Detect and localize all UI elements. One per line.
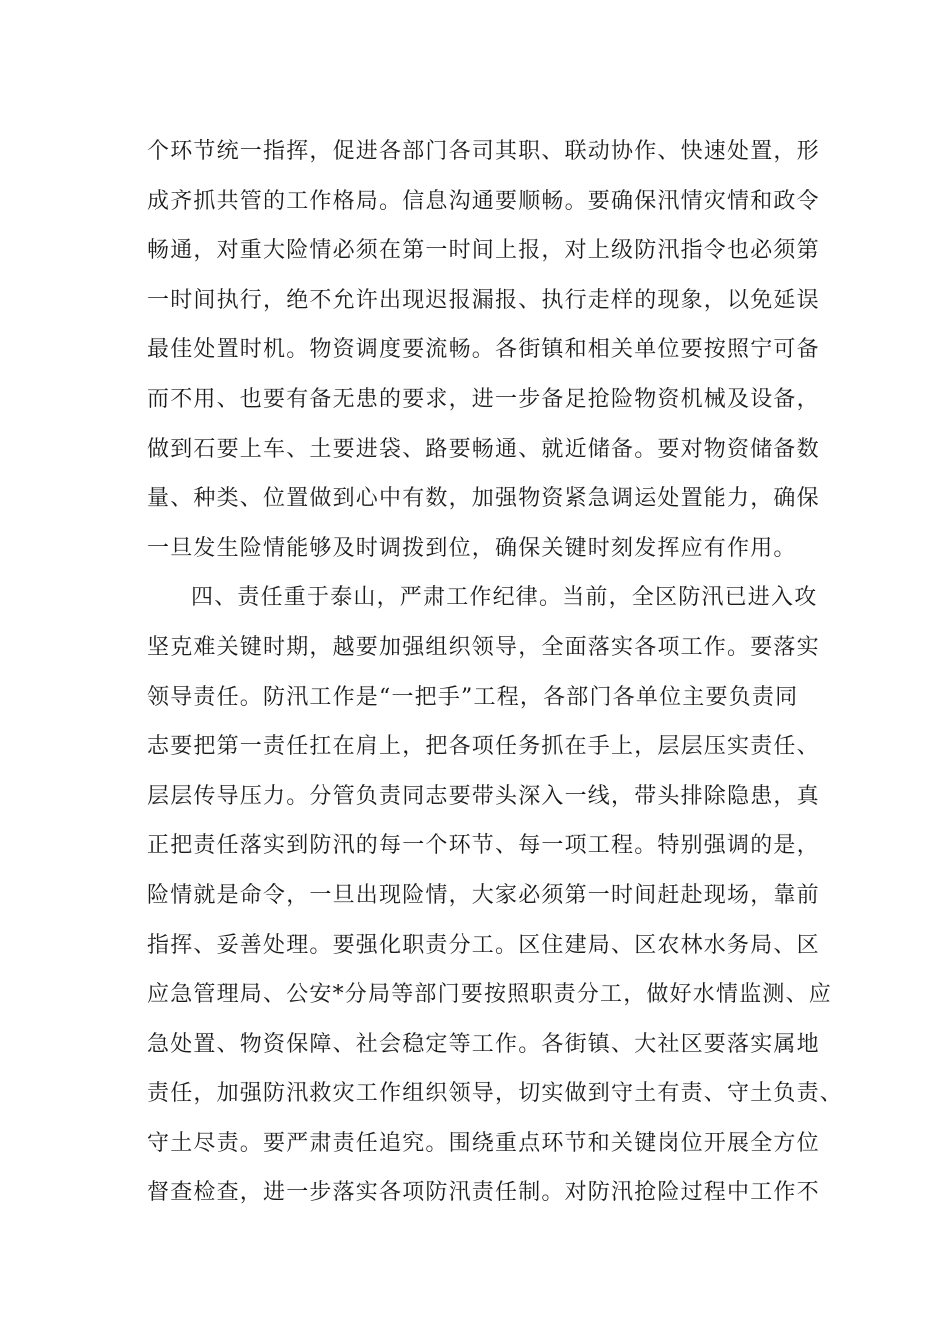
text-line: 做到石要上车、土要进袋、路要畅通、就近储备。要对物资储备数	[147, 436, 820, 462]
text-line: 险情就是命令，一旦出现险情，大家必须第一时间赶赴现场，靠前	[147, 882, 820, 908]
body-text	[147, 127, 844, 1218]
text-line: 应急管理局、公安*分局等部门要按照职责分工，做好水情监测、应	[147, 982, 833, 1008]
text-line: 领导责任。防汛工作是“一把手”工程，各部门各单位主要负责同	[147, 684, 799, 710]
text-line: 而不用、也要有备无患的要求，进一步备足抢险物资机械及设备，	[147, 386, 820, 412]
text-line: 督查检查，进一步落实各项防汛责任制。对防汛抢险过程中工作不	[147, 1180, 820, 1206]
text-line: 量、种类、位置做到心中有数，加强物资紧急调运处置能力，确保	[147, 486, 820, 512]
text-line: 一时间执行，绝不允许出现迟报漏报、执行走样的现象，以免延误	[147, 287, 820, 313]
text-line: 志要把第一责任扛在肩上，把各项任务抓在手上，层层压实责任、	[147, 734, 820, 760]
text-line: 一旦发生险情能够及时调拨到位，确保关键时刻发挥应有作用。	[147, 535, 797, 561]
text-line: 个环节统一指挥，促进各部门各司其职、联动协作、快速处置，形	[147, 139, 820, 164]
section-heading-line: 四、责任重于泰山，严肃工作纪律。当前，全区防汛已进入攻	[191, 585, 818, 611]
text-line: 守土尽责。要严肃责任追究。围绕重点环节和关键岗位开展全方位	[147, 1130, 820, 1156]
text-line: 急处置、物资保障、社会稳定等工作。各街镇、大社区要落实属地	[147, 1031, 820, 1057]
text-line: 畅通，对重大险情必须在第一时间上报，对上级防汛指令也必须第	[147, 238, 820, 264]
text-line: 指挥、妥善处理。要强化职责分工。区住建局、区农林水务局、区	[147, 932, 820, 958]
text-line: 坚克难关键时期，越要加强组织领导，全面落实各项工作。要落实	[147, 634, 820, 660]
text-line: 层层传导压力。分管负责同志要带头深入一线，带头排除隐患，真	[147, 783, 820, 809]
text-line: 正把责任落实到防汛的每一个环节、每一项工程。特别强调的是，	[147, 833, 820, 859]
text-line: 成齐抓共管的工作格局。信息沟通要顺畅。要确保汛情灾情和政令	[147, 188, 820, 214]
text-line: 责任，加强防汛救灾工作组织领导，切实做到守土有责、守土负责、	[147, 1081, 844, 1107]
text-line: 最佳处置时机。物资调度要流畅。各街镇和相关单位要按照宁可备	[147, 337, 820, 363]
